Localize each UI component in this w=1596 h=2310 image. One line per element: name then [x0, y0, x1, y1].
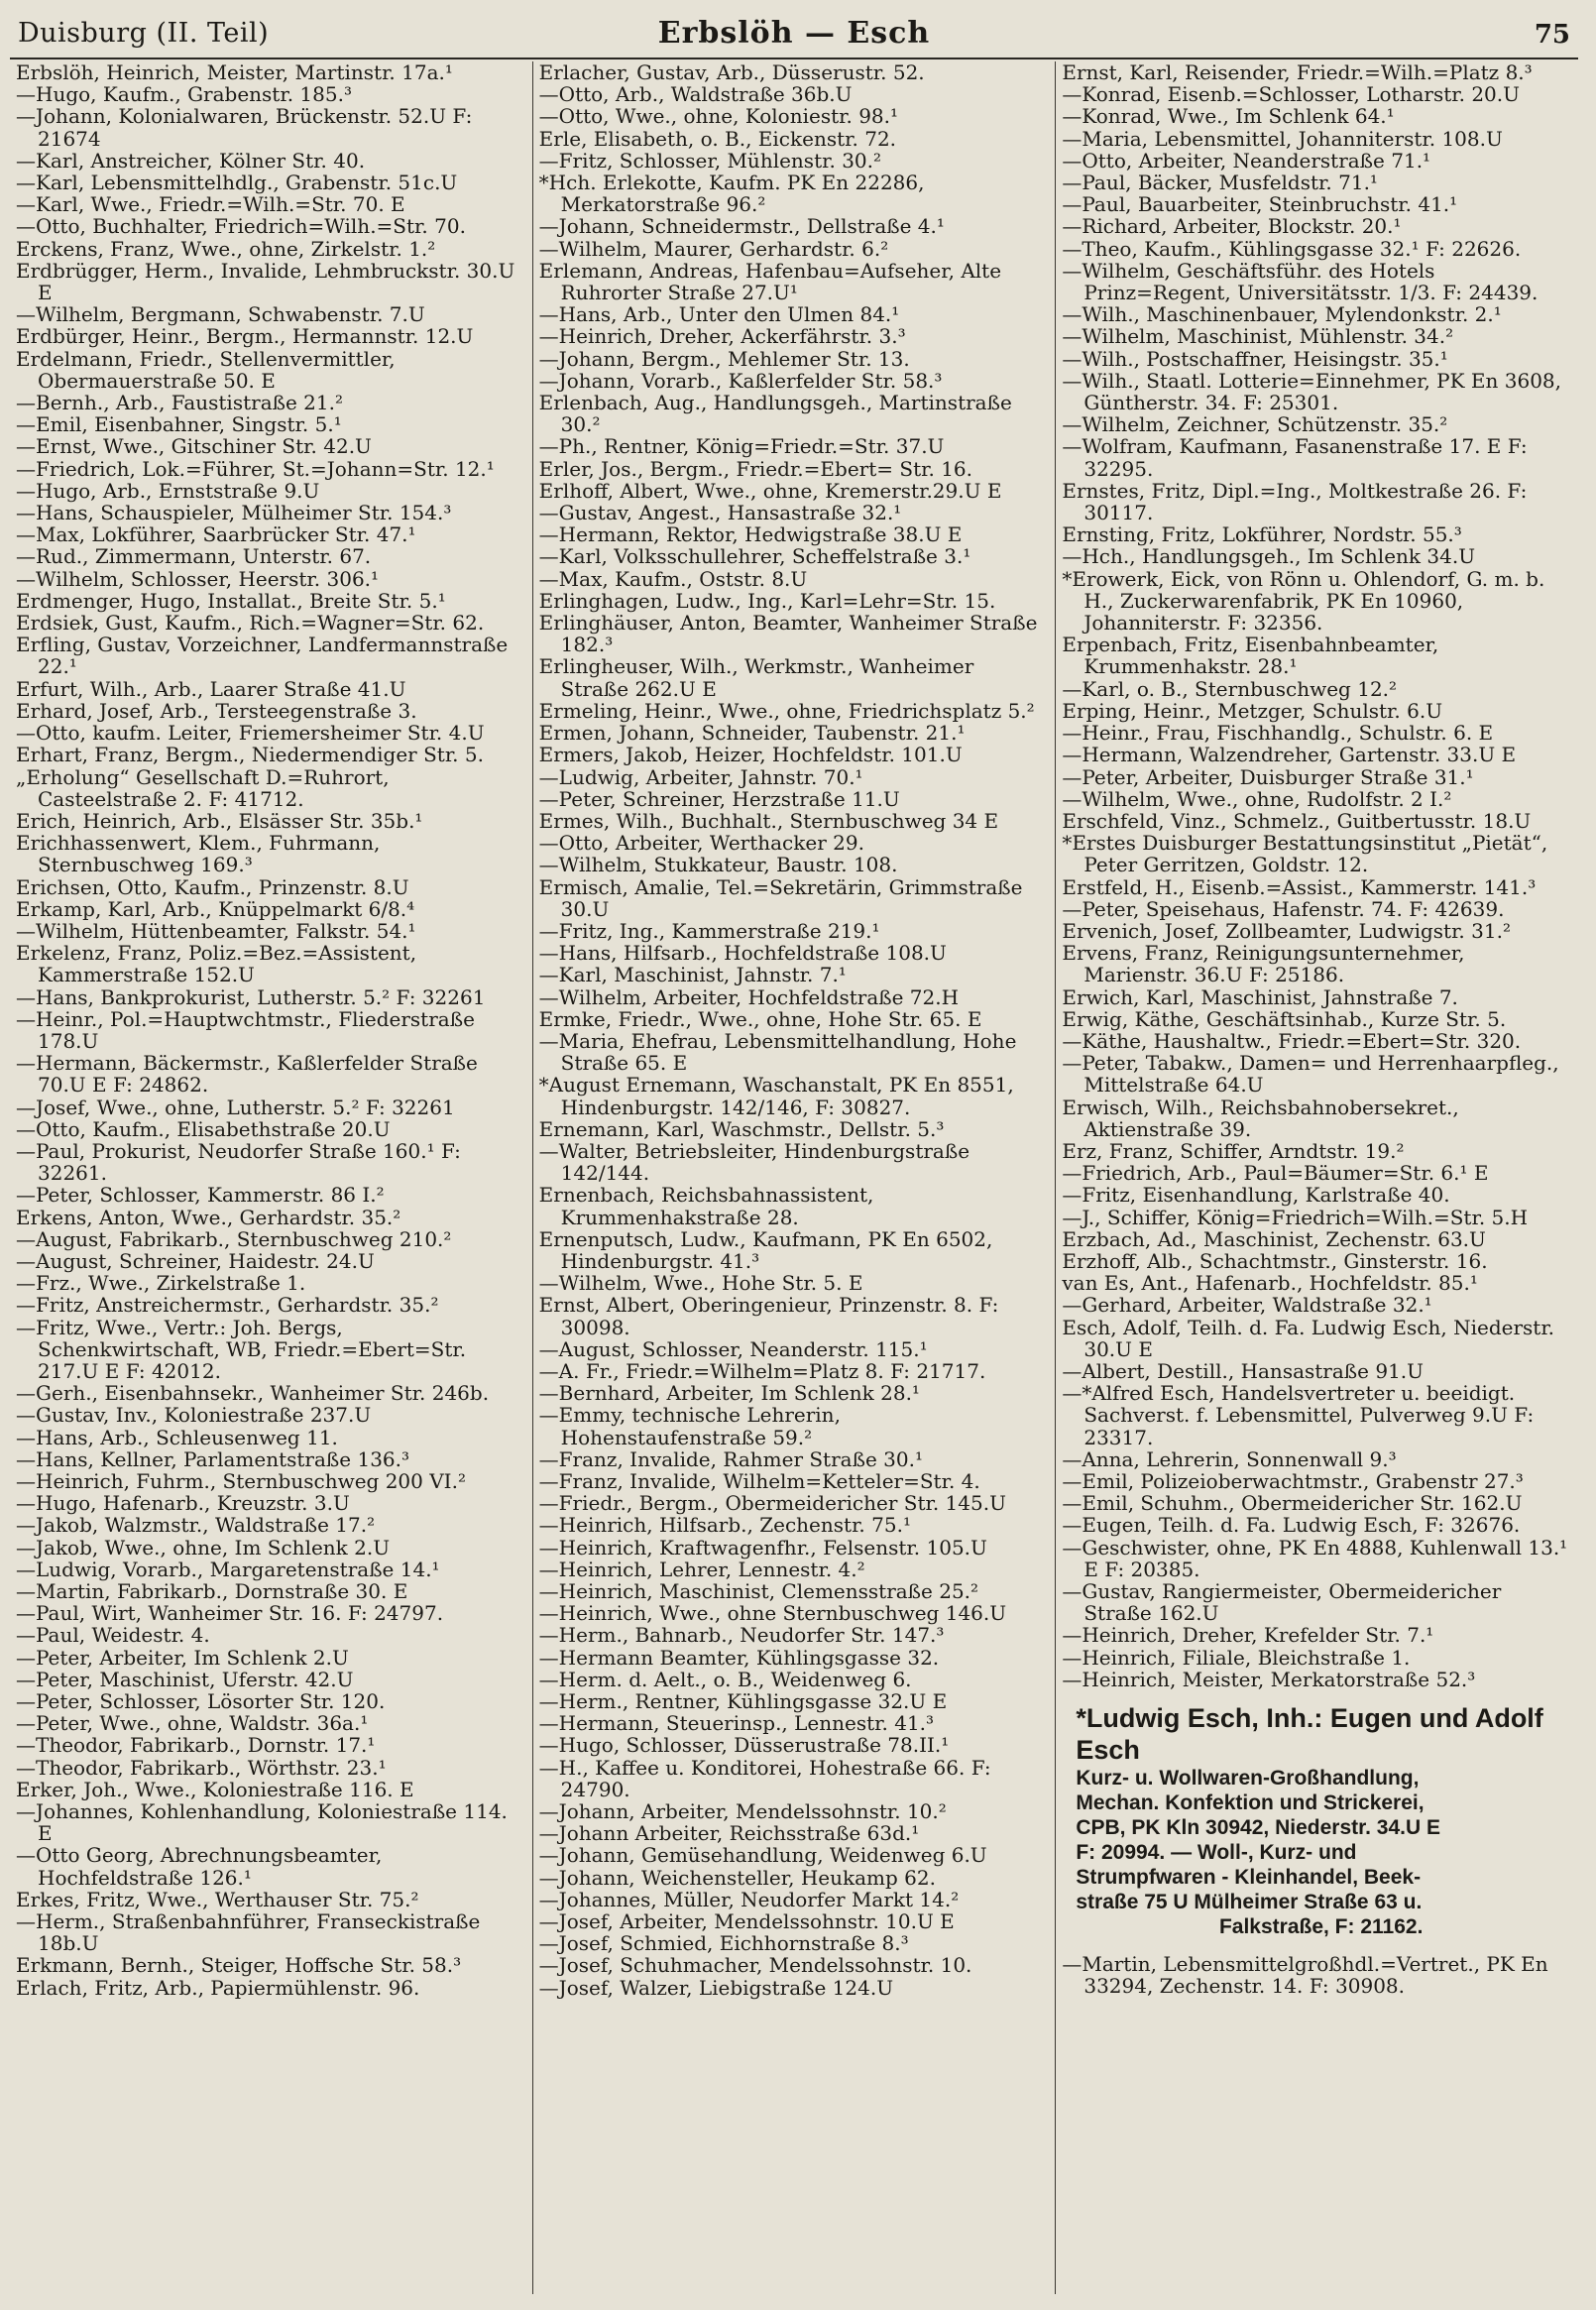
directory-entry: —Josef, Arbeiter, Mendelssohnstr. 10.U E [538, 1909, 955, 1934]
directory-entry: —Emil, Eisenbahner, Singstr. 5.¹ [16, 412, 342, 437]
directory-entry: Erler, Jos., Bergm., Friedr.=Ebert= Str. 16. [538, 456, 972, 481]
directory-entry: Ernst, Karl, Reisender, Friedr.=Wilh.=Platz 8.³ [1062, 61, 1533, 84]
directory-entry: —Fritz, Schlosser, Mühlenstr. 30.² [538, 148, 882, 173]
directory-entry: —Heinrich, Wwe., ohne Sternbuschweg 146.U [538, 1601, 1007, 1626]
directory-entry: —Ph., Rentner, König=Friedr.=Str. 37.U [538, 434, 945, 459]
directory-entry: —Wilhelm, Stukkateur, Baustr. 108. [538, 853, 898, 877]
directory-entry: —Heinrich, Hilfsarb., Zechenstr. 75.¹ [538, 1513, 911, 1538]
directory-entry: —Wilhelm, Wwe., Hohe Str. 5. E [538, 1271, 863, 1296]
directory-entry: —Theodor, Fabrikarb., Wörthstr. 23.¹ [16, 1755, 387, 1780]
advertisement-line: Mechan. Konfektion und Strickerei, [1076, 1791, 1425, 1815]
directory-entry: —Karl, Lebensmittelhdlg., Grabenstr. 51c.U [16, 171, 458, 195]
directory-entry: Erker, Joh., Wwe., Koloniestraße 116. E [16, 1777, 414, 1801]
directory-entry: —Fritz, Ing., Kammerstraße 219.¹ [538, 918, 880, 943]
directory-entry: *Hch. Erlekotte, Kaufm. PK En 22286, Merkatorstraße 96.² [538, 171, 925, 217]
directory-entry: —Heinrich, Lehrer, Lennestr. 4.² [538, 1557, 865, 1581]
directory-entry: Erlingheuser, Wilh., Werkmstr., Wanheimer Straße 262.U E [538, 654, 974, 701]
directory-entry: —Ludwig, Arbeiter, Jahnstr. 70.¹ [538, 764, 863, 789]
directory-entry: —Hermann, Bäckermstr., Kaßlerfelder Straße 70.U E F: 24862. [16, 1051, 478, 1097]
advertisement-ludwig-esch [1076, 1702, 1566, 1939]
directory-entry: —Ernst, Wwe., Gitschiner Str. 42.U [16, 434, 372, 459]
directory-entry: —August, Schreiner, Haidestr. 24.U [16, 1248, 375, 1273]
directory-entry: —Peter, Tabakw., Damen= und Herrenhaarpfleg., Mittelstraße 64.U [1062, 1051, 1559, 1097]
directory-entry: Erlinghagen, Ludw., Ing., Karl=Lehr=Str. 15. [538, 588, 996, 613]
directory-entry: —Richard, Arbeiter, Blockstr. 20.¹ [1062, 214, 1402, 239]
page-number: 75 [1534, 20, 1570, 50]
directory-entry: —Hans, Arb., Unter den Ulmen 84.¹ [538, 302, 900, 327]
directory-entry: —Emil, Schuhm., Obermeidericher Str. 162.U [1062, 1491, 1523, 1516]
directory-entry: —Friedr., Bergm., Obermeidericher Str. 145.U [538, 1491, 1006, 1516]
directory-entry: —Hermann, Walzendreher, Gartenstr. 33.U E [1062, 743, 1517, 767]
directory-entry: Ernenbach, Reichsbahnassistent, Krummenhakstraße 28. [538, 1183, 874, 1229]
directory-entry: —Peter, Arbeiter, Im Schlenk 2.U [16, 1645, 349, 1670]
directory-entry: —Herm., Straßenbahnführer, Franseckistraße 18b.U [16, 1909, 481, 1956]
directory-entry: Erping, Heinr., Metzger, Schulstr. 6.U [1062, 698, 1443, 723]
directory-entry: —Gerhard, Arbeiter, Waldstraße 32.¹ [1062, 1293, 1432, 1318]
column-3 [1055, 61, 1578, 2294]
directory-entry: Erhart, Franz, Bergm., Niedermendiger Str. 5. [16, 743, 484, 767]
directory-entry: Erschfeld, Vinz., Schmelz., Guitbertusstr. 18.U [1062, 808, 1532, 833]
directory-entry: —Hugo, Kaufm., Grabenstr. 185.³ [16, 82, 352, 107]
directory-entry: —Johann, Weichensteller, Heukamp 62. [538, 1865, 936, 1890]
directory-entry: —August, Schlosser, Neanderstr. 115.¹ [538, 1336, 928, 1361]
directory-entry: —Gerh., Eisenbahnsekr., Wanheimer Str. 246b. [16, 1381, 490, 1406]
directory-entry: Ervens, Franz, Reinigungsunternehmer, Marienstr. 36.U F: 25186. [1062, 941, 1465, 987]
advertisement-title: *Ludwig Esch, Inh.: Eugen und Adolf Esch [1076, 1703, 1543, 1766]
directory-entry: *August Ernemann, Waschanstalt, PK En 8551, Hindenburgstr. 142/146, F: 30827. [538, 1073, 1014, 1119]
directory-entry: —Otto, Wwe., ohne, Koloniestr. 98.¹ [538, 104, 899, 129]
directory-entry: —Konrad, Eisenb.=Schlosser, Lotharstr. 20.U [1062, 82, 1520, 107]
directory-entry: —Wilhelm, Schlosser, Heerstr. 306.¹ [16, 566, 380, 591]
directory-entry: —Jakob, Walzmstr., Waldstraße 17.² [16, 1513, 376, 1538]
directory-entry: —Paul, Bäcker, Musfeldstr. 71.¹ [1062, 171, 1378, 195]
directory-entry: Erdmenger, Hugo, Installat., Breite Str. 5.¹ [16, 588, 446, 613]
directory-entry: Erlemann, Andreas, Hafenbau=Aufseher, Alte Ruhrorter Straße 27.U¹ [538, 258, 1002, 305]
directory-entry: —Otto Georg, Abrechnungsbeamter, Hochfeldstraße 126.¹ [16, 1843, 383, 1890]
directory-entry: Ermen, Johann, Schneider, Taubenstr. 21.¹ [538, 721, 966, 746]
directory-entry: Erckens, Franz, Wwe., ohne, Zirkelstr. 1.² [16, 236, 436, 261]
directory-entry: —Johann, Bergm., Mehlemer Str. 13. [538, 346, 910, 371]
directory-entry: —Max, Kaufm., Oststr. 8.U [538, 566, 808, 591]
directory-entry: —Karl, Volksschullehrer, Scheffelstraße 3.¹ [538, 544, 971, 569]
directory-entry: Erdsiek, Gust, Kaufm., Rich.=Wagner=Str. 62. [16, 611, 485, 635]
directory-entry: —Konrad, Wwe., Im Schlenk 64.¹ [1062, 104, 1395, 129]
directory-entry: —Albert, Destill., Hansastraße 91.U [1062, 1358, 1425, 1383]
directory-entry: —Hans, Kellner, Parlamentstraße 136.³ [16, 1446, 410, 1471]
directory-entry: —Wilh., Maschinenbauer, Mylendonkstr. 2.¹ [1062, 302, 1502, 327]
directory-entry: —Johann, Gemüsehandlung, Weidenweg 6.U [538, 1843, 987, 1868]
directory-entry: —Theodor, Fabrikarb., Dornstr. 17.¹ [16, 1733, 376, 1758]
directory-entry: Ermke, Friedr., Wwe., ohne, Hohe Str. 65. E [538, 1006, 982, 1031]
directory-entry: —Peter, Arbeiter, Duisburger Straße 31.¹ [1062, 764, 1474, 789]
directory-entry: Erkelenz, Franz, Poliz.=Bez.=Assistent, Kammerstraße 152.U [16, 941, 417, 987]
directory-entry: —Käthe, Haushaltw., Friedr.=Ebert=Str. 320. [1062, 1028, 1522, 1053]
directory-entry: —Hugo, Arb., Ernststraße 9.U [16, 478, 320, 503]
directory-entry: —Johannes, Kohlenhandlung, Koloniestraße 114. E [16, 1799, 508, 1846]
column-3-entries-after-ad [1062, 1953, 1570, 1997]
directory-entry: —August, Fabrikarb., Sternbuschweg 210.² [16, 1226, 452, 1251]
directory-entry: —A. Fr., Friedr.=Wilhelm=Platz 8. F: 21717. [538, 1358, 986, 1383]
header-section-label: Duisburg (II. Teil) [18, 18, 270, 49]
directory-entry: —Otto, Arb., Waldstraße 36b.U [538, 82, 853, 107]
directory-entry: —Heinrich, Fuhrm., Sternbuschweg 200 VI.² [16, 1469, 466, 1493]
directory-entry: Ernstes, Fritz, Dipl.=Ing., Moltkestraße 26. F: 30117. [1062, 478, 1528, 525]
directory-entry: —Hans, Arb., Schleusenweg 11. [16, 1425, 338, 1449]
directory-entry: —Johann, Vorarb., Kaßlerfelder Str. 58.³ [538, 368, 943, 393]
directory-entry: —Heinr., Pol.=Hauptwchtmstr., Fliederstraße 178.U [16, 1006, 475, 1053]
directory-entry: —Josef, Schuhmacher, Mendelssohnstr. 10. [538, 1953, 972, 1978]
directory-entry: —Peter, Wwe., ohne, Waldstr. 36a.¹ [16, 1711, 369, 1736]
directory-entry: —Fritz, Eisenhandlung, Karlstraße 40. [1062, 1183, 1450, 1208]
directory-entry: Erlenbach, Aug., Handlungsgeh., Martinstraße 30.² [538, 391, 1012, 437]
directory-entry: —Friedrich, Arb., Paul=Bäumer=Str. 6.¹ E [1062, 1161, 1489, 1186]
directory-entry: Erkes, Fritz, Wwe., Werthauser Str. 75.² [16, 1887, 419, 1911]
directory-entry: —Heinrich, Filiale, Bleichstraße 1. [1062, 1645, 1411, 1670]
directory-entry: —Johann Arbeiter, Reichsstraße 63d.¹ [538, 1821, 920, 1846]
directory-entry: —H., Kaffee u. Konditorei, Hohestraße 66. F: 24790. [538, 1755, 991, 1801]
directory-entry: Ernst, Albert, Oberingenieur, Prinzenstr. 8. F: 30098. [538, 1293, 999, 1339]
advertisement-line: F: 20994. — Woll-, Kurz- und [1076, 1841, 1357, 1865]
directory-entry: Ermes, Wilh., Buchhalt., Sternbuschweg 34 E [538, 808, 999, 833]
directory-entry: —Peter, Schlosser, Lösorter Str. 120. [16, 1689, 386, 1714]
directory-entry: —Geschwister, ohne, PK En 4888, Kuhlenwall 13.¹ E F: 20385. [1062, 1535, 1568, 1581]
directory-entry: —Bernh., Arb., Faustistraße 21.² [16, 391, 343, 415]
directory-entry: Erzhoff, Alb., Schachtmstr., Ginsterstr. 16. [1062, 1248, 1488, 1273]
directory-entry: —Wilhelm, Arbeiter, Hochfeldstraße 72.H [538, 984, 960, 1009]
directory-entry: —Wilh., Staatl. Lotterie=Einnehmer, PK En 3608, Güntherstr. 34. F: 25301. [1062, 368, 1562, 415]
directory-entry: —Gustav, Rangiermeister, Obermeidericher Straße 162.U [1062, 1579, 1502, 1626]
directory-entry: Erwig, Käthe, Geschäftsinhab., Kurze Str. 5. [1062, 1006, 1507, 1031]
directory-entry: —Wilhelm, Bergmann, Schwabenstr. 7.U [16, 302, 425, 327]
directory-entry: Erhard, Josef, Arb., Tersteegenstraße 3. [16, 698, 417, 723]
directory-entry: Erwich, Karl, Maschinist, Jahnstraße 7. [1062, 984, 1458, 1009]
directory-entry: Erlach, Fritz, Arb., Papiermühlenstr. 96. [16, 1975, 420, 2000]
directory-entry: —Maria, Lebensmittel, Johanniterstr. 108.U [1062, 126, 1503, 151]
advertisement-line: Falkstraße, F: 21162. [1218, 1915, 1424, 1939]
directory-entry: —Karl, o. B., Sternbuschweg 12.² [1062, 676, 1398, 701]
directory-entry: —Herm., Rentner, Kühlingsgasse 32.U E [538, 1689, 948, 1714]
directory-entry: —Johann, Schneidermstr., Dellstraße 4.¹ [538, 214, 945, 239]
directory-entry: —Wilhelm, Maurer, Gerhardstr. 6.² [538, 236, 889, 261]
directory-entry: —Peter, Schreiner, Herzstraße 11.U [538, 786, 900, 811]
directory-entry: —Otto, Buchhalter, Friedrich=Wilh.=Str. 70. [16, 214, 466, 239]
directory-entry: —Hugo, Hafenarb., Kreuzstr. 3.U [16, 1491, 350, 1516]
directory-entry: —Gustav, Inv., Koloniestraße 237.U [16, 1403, 372, 1428]
directory-entry: —Friedrich, Lok.=Führer, St.=Johann=Str. 12.¹ [16, 456, 495, 481]
directory-entry: —Heinrich, Dreher, Krefelder Str. 7.¹ [1062, 1623, 1434, 1648]
directory-entry: Erdelmann, Friedr., Stellenvermittler, Obermauerstraße 50. E [16, 346, 396, 393]
directory-entry: Ermisch, Amalie, Tel.=Sekretärin, Grimmstraße 30.U [538, 874, 1023, 921]
directory-entry: —Frz., Wwe., Zirkelstraße 1. [16, 1271, 306, 1296]
directory-entry: Erkmann, Bernh., Steiger, Hoffsche Str. 58.³ [16, 1953, 462, 1978]
directory-entry: Erichhassenwert, Klem., Fuhrmann, Sternbuschweg 169.³ [16, 831, 381, 877]
directory-entry: —Martin, Fabrikarb., Dornstraße 30. E [16, 1579, 408, 1604]
directory-entry: —Franz, Invalide, Rahmer Straße 30.¹ [538, 1446, 923, 1471]
directory-entry: Ermeling, Heinr., Wwe., ohne, Friedrichsplatz 5.² [538, 698, 1035, 723]
directory-entry: —Wilhelm, Maschinist, Mühlenstr. 34.² [1062, 324, 1454, 349]
directory-entry: —Franz, Invalide, Wilhelm=Ketteler=Str. 4. [538, 1469, 980, 1493]
directory-entry: Erpenbach, Fritz, Eisenbahnbeamter, Krummenhakstr. 28.¹ [1062, 633, 1439, 679]
directory-entry: —Josef, Wwe., ohne, Lutherstr. 5.² F: 32261 [16, 1095, 455, 1119]
directory-entry: *Erowerk, Eick, von Rönn u. Ohlendorf, G. m. b. H., Zuckerwarenfabrik, PK En 10960, Johanniterstr. F: 32356. [1062, 566, 1545, 635]
directory-entry: Erfling, Gustav, Vorzeichner, Landfermannstraße 22.¹ [16, 633, 509, 679]
directory-entry: —Paul, Weidestr. 4. [16, 1623, 210, 1648]
directory-entry: —Ludwig, Vorarb., Margaretenstraße 14.¹ [16, 1557, 440, 1581]
directory-entry: Erichsen, Otto, Kaufm., Prinzenstr. 8.U [16, 874, 409, 899]
directory-entry: —Wilhelm, Zeichner, Schützenstr. 35.² [1062, 412, 1448, 437]
directory-entry: *Erstes Duisburger Bestattungsinstitut „Pietät“, Peter Gerritzen, Goldstr. 12. [1062, 831, 1548, 877]
directory-entry: —Emmy, technische Lehrerin, Hohenstaufenstraße 59.² [538, 1403, 841, 1449]
directory-entry: —Johann, Kolonialwaren, Brückenstr. 52.U F: 21674 [16, 104, 473, 151]
directory-entry: —Karl, Wwe., Friedr.=Wilh.=Str. 70. E [16, 192, 405, 217]
directory-entry: —Peter, Maschinist, Uferstr. 42.U [16, 1667, 354, 1691]
directory-entry: —Max, Lokführer, Saarbrücker Str. 47.¹ [16, 522, 416, 547]
directory-entry: —Otto, Arbeiter, Werthacker 29. [538, 831, 864, 856]
directory-entry: —Wilh., Postschaffner, Heisingstr. 35.¹ [1062, 346, 1448, 371]
directory-entry: —Heinrich, Maschinist, Clemensstraße 25.² [538, 1579, 979, 1604]
directory-entry: Erkamp, Karl, Arb., Knüppelmarkt 6/8.⁴ [16, 896, 415, 921]
directory-entry: —Otto, kaufm. Leiter, Friemersheimer Str. 4.U [16, 721, 485, 746]
directory-entry: Erbslöh, Heinrich, Meister, Martinstr. 17a.¹ [16, 61, 453, 84]
directory-entry: Ervenich, Josef, Zollbeamter, Ludwigstr. 31.² [1062, 918, 1511, 943]
directory-entry: —Otto, Kaufm., Elisabethstraße 20.U [16, 1116, 391, 1141]
directory-entry: —Hermann, Rektor, Hedwigstraße 38.U E [538, 522, 963, 547]
advertisement-line: Strumpfwaren - Kleinhandel, Beek- [1076, 1866, 1422, 1890]
directory-entry: —Wilhelm, Geschäftsführ. des Hotels Prinz=Regent, Universitätsstr. 1/3. F: 24439. [1062, 258, 1539, 305]
directory-entry: —Rud., Zimmermann, Unterstr. 67. [16, 544, 372, 569]
column-1 [10, 61, 532, 2294]
directory-entry: —Wilhelm, Hüttenbeamter, Falkstr. 54.¹ [16, 918, 416, 943]
directory-entry: Erzbach, Ad., Maschinist, Zechenstr. 63.U [1062, 1226, 1486, 1251]
directory-entry: —Eugen, Teilh. d. Fa. Ludwig Esch, F: 32676. [1062, 1513, 1521, 1538]
directory-entry: —Hans, Hilfsarb., Hochfeldstraße 108.U [538, 941, 947, 966]
directory-entry: —Herm. d. Aelt., o. B., Weidenweg 6. [538, 1667, 912, 1691]
directory-entry: —*Alfred Esch, Handelsvertreter u. beeidigt. Sachverst. f. Lebensmittel, Pulverweg 9.U F: 23317. [1062, 1381, 1535, 1449]
directory-entry: —Fritz, Wwe., Vertr.: Joh. Bergs, Schenkwirtschaft, WB, Friedr.=Ebert=Str. 217.U E F: 42012. [16, 1315, 467, 1383]
directory-entry: —Heinrich, Meister, Merkatorstraße 52.³ [1062, 1667, 1476, 1691]
directory-entry: Erwisch, Wilh., Reichsbahnobersekret., Aktienstraße 39. [1062, 1095, 1459, 1141]
directory-entry: —Otto, Arbeiter, Neanderstraße 71.¹ [1062, 148, 1431, 173]
advertisement-line: Kurz- u. Wollwaren-Großhandlung, [1076, 1767, 1420, 1790]
directory-entry: —Gustav, Angest., Hansastraße 32.¹ [538, 501, 902, 525]
directory-entry: —Peter, Speisehaus, Hafenstr. 74. F: 42639. [1062, 896, 1505, 921]
directory-entry: Ernemann, Karl, Waschmstr., Dellstr. 5.³ [538, 1116, 945, 1141]
directory-entry: —Martin, Lebensmittelgroßhdl.=Vertret., PK En 33294, Zechenstr. 14. F: 30908. [1062, 1952, 1548, 1999]
directory-entry: Esch, Adolf, Teilh. d. Fa. Ludwig Esch, Niederstr. 30.U E [1062, 1315, 1555, 1361]
directory-entry: —Hans, Bankprokurist, Lutherstr. 5.² F: 32261 [16, 984, 486, 1009]
advertisement-line: CPB, PK Kln 30942, Niederstr. 34.U E [1076, 1816, 1440, 1840]
directory-entry: —Johann, Arbeiter, Mendelssohnstr. 10.² [538, 1799, 947, 1824]
directory-entry: —Paul, Wirt, Wanheimer Str. 16. F: 24797. [16, 1601, 444, 1626]
directory-entry: —Peter, Schlosser, Kammerstr. 86 I.² [16, 1183, 385, 1208]
directory-entry: —Walter, Betriebsleiter, Hindenburgstraße 142/144. [538, 1138, 970, 1186]
directory-entry: —Hermann Beamter, Kühlingsgasse 32. [538, 1645, 940, 1670]
directory-entry: —Bernhard, Arbeiter, Im Schlenk 28.¹ [538, 1381, 920, 1406]
directory-entry: —Wolfram, Kaufmann, Fasanenstraße 17. E F: 32295. [1062, 434, 1528, 481]
directory-entry: —Josef, Walzer, Liebigstraße 124.U [538, 1975, 894, 2000]
directory-entry: —Hermann, Steuerinsp., Lennestr. 41.³ [538, 1711, 935, 1736]
directory-entry: Erlhoff, Albert, Wwe., ohne, Kremerstr.29.U E [538, 478, 1002, 503]
directory-entry: —Heinrich, Kraftwagenfhr., Felsenstr. 105.U [538, 1535, 987, 1559]
directory-entry: —Herm., Bahnarb., Neudorfer Str. 147.³ [538, 1623, 945, 1648]
directory-entry: —Hch., Handlungsgeh., Im Schlenk 34.U [1062, 544, 1476, 569]
directory-entry: Erle, Elisabeth, o. B., Eickenstr. 72. [538, 126, 897, 151]
column-2 [532, 61, 1056, 2294]
directory-entry: —Heinr., Frau, Fischhandlg., Schulstr. 6. E [1062, 721, 1494, 746]
directory-entry: —Hans, Schauspieler, Mülheimer Str. 154.³ [16, 501, 452, 525]
directory-entry: Erkens, Anton, Wwe., Gerhardstr. 35.² [16, 1205, 401, 1229]
directory-entry: —Hugo, Schlosser, Düsserustraße 78.II.¹ [538, 1733, 950, 1758]
directory-entry: —Paul, Bauarbeiter, Steinbruchstr. 41.¹ [1062, 192, 1458, 217]
directory-entry: Erlinghäuser, Anton, Beamter, Wanheimer Straße 182.³ [538, 611, 1038, 657]
directory-entry: —Paul, Prokurist, Neudorfer Straße 160.¹ F: 32261. [16, 1138, 461, 1186]
directory-entry: —Wilhelm, Wwe., ohne, Rudolfstr. 2 I.² [1062, 786, 1452, 811]
directory-entry: Erlacher, Gustav, Arb., Düsserustr. 52. [538, 61, 925, 84]
directory-entry: —Jakob, Wwe., ohne, Im Schlenk 2.U [16, 1535, 391, 1559]
directory-entry: „Erholung“ Gesellschaft D.=Ruhrort, Casteelstraße 2. F: 41712. [16, 764, 390, 811]
directory-entry: —Maria, Ehefrau, Lebensmittelhandlung, Hohe Straße 65. E [538, 1028, 1017, 1076]
directory-entry: —Karl, Maschinist, Jahnstr. 7.¹ [538, 963, 847, 987]
directory-entry: Erich, Heinrich, Arb., Elsässer Str. 35b.¹ [16, 808, 423, 833]
column-3-entries [1062, 61, 1570, 1690]
directory-entry: Erstfeld, H., Eisenb.=Assist., Kammerstr. 141.³ [1062, 874, 1537, 899]
directory-entry: —Anna, Lehrerin, Sonnenwall 9.³ [1062, 1446, 1397, 1471]
header-name-range: Erbslöh — Esch [657, 16, 931, 51]
directory-entry: Ermers, Jakob, Heizer, Hochfeldstr. 101.U [538, 743, 963, 767]
directory-entry: —Heinrich, Dreher, Ackerfährstr. 3.³ [538, 324, 906, 349]
directory-entry: —Johannes, Müller, Neudorfer Markt 14.² [538, 1887, 960, 1911]
directory-entry: —Josef, Schmied, Eichhornstraße 8.³ [538, 1931, 909, 1956]
directory-entry: —Fritz, Anstreichermstr., Gerhardstr. 35.² [16, 1293, 439, 1318]
directory-entry: Erdbürger, Heinr., Bergm., Hermannstr. 12.U [16, 324, 474, 349]
advertisement-line: straße 75 U Mülheimer Straße 63 u. [1076, 1891, 1423, 1914]
directory-entry: Ernsting, Fritz, Lokführer, Nordstr. 55.³ [1062, 522, 1462, 547]
directory-entry: Erdbrügger, Herm., Invalide, Lehmbruckstr. 30.U E [16, 258, 515, 305]
directory-entry: —J., Schiffer, König=Friedrich=Wilh.=Str. 5.H [1062, 1205, 1529, 1229]
directory-entry: —Emil, Polizeioberwachtmstr., Grabenstr 27.³ [1062, 1469, 1524, 1493]
directory-entry: —Theo, Kaufm., Kühlingsgasse 32.¹ F: 22626. [1062, 236, 1522, 261]
directory-columns [10, 61, 1578, 2294]
directory-entry: Ernenputsch, Ludw., Kaufmann, PK En 6502, Hindenburgstr. 41.³ [538, 1226, 993, 1273]
directory-entry: —Karl, Anstreicher, Kölner Str. 40. [16, 148, 366, 173]
directory-entry: Erz, Franz, Schiffer, Arndtstr. 19.² [1062, 1138, 1405, 1163]
page-header [10, 14, 1578, 59]
directory-entry: Erfurt, Wilh., Arb., Laarer Straße 41.U [16, 676, 406, 701]
directory-entry: van Es, Ant., Hafenarb., Hochfeldstr. 85.¹ [1062, 1271, 1478, 1296]
